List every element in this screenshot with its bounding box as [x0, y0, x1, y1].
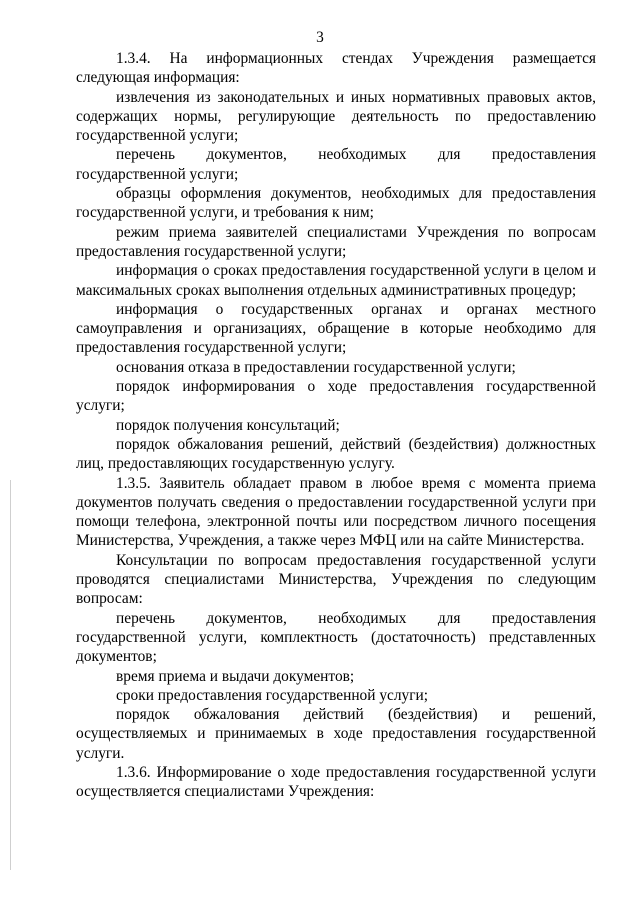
- document-body: [76, 49, 596, 802]
- paragraph-1-3-4: 1.3.4. На информационных стендах Учреждения размещается следующая информация:: [76, 50, 596, 87]
- list-item-appeal-actions: порядок обжалования действий (бездействия) и решений, осуществляемых и принимаемых в ходе предоставления государственной услуги.: [76, 706, 596, 762]
- list-item-appeal-procedure: порядок обжалования решений, действий (бездействия) должностных лиц, предоставляющих государственную услугу.: [76, 435, 596, 473]
- list-item-government-bodies: информация о государственных органах и органах местного самоуправления и организациях, обращение в которые необходимо для предоставления государственной услуги;: [76, 300, 596, 357]
- page-number: 3: [316, 29, 324, 46]
- list-item-consultations: порядок получения консультаций;: [116, 416, 340, 434]
- list-item-reception-time: время приема и выдачи документов;: [116, 667, 355, 685]
- list-item-documents-completeness: перечень документов, необходимых для предоставления государственной услуги, комплектность (достаточность) представленных документов;: [76, 609, 596, 666]
- list-item-legal-extracts: извлечения из законодательных и иных нормативных правовых актов, содержащих нормы, регулирующие деятельность по предоставлению государственной услуги;: [76, 88, 596, 145]
- paragraph-1-3-5: 1.3.5. Заявитель обладает правом в любое время с момента приема документов получать сведения о предоставлении государственной услуги при помощи телефона, электронной почты или посредством личного посещения Министерства, Учреждения, а также через МФЦ или на сайте Министерства.: [76, 474, 596, 550]
- list-item-service-terms: информация о сроках предоставления государственной услуги в целом и максимальных сроках выполнения отдельных административных процедур;: [76, 262, 596, 299]
- list-item-reception-schedule: режим приема заявителей специалистами Учреждения по вопросам предоставления государственной услуги;: [76, 223, 596, 260]
- scan-edge-line: [10, 480, 11, 870]
- paragraph-consultations: Консультации по вопросам предоставления государственной услуги проводятся специалистами Министерства, Учреждения по следующим вопросам:: [76, 551, 596, 608]
- list-item-documents-list: перечень документов, необходимых для предоставления государственной услуги;: [76, 146, 596, 183]
- list-item-document-samples: образцы оформления документов, необходимых для предоставления государственной услуги, и требования к ним;: [76, 185, 596, 222]
- list-item-service-deadlines: сроки предоставления государственной услуги;: [116, 686, 429, 704]
- paragraph-1-3-6: 1.3.6. Информирование о ходе предоставления государственной услуги осуществляется специалистами Учреждения:: [76, 763, 596, 801]
- list-item-progress-info: порядок информирования о ходе предоставления государственной услуги;: [76, 378, 596, 415]
- list-item-refusal-grounds: основания отказа в предоставлении государственной услуги;: [116, 358, 516, 376]
